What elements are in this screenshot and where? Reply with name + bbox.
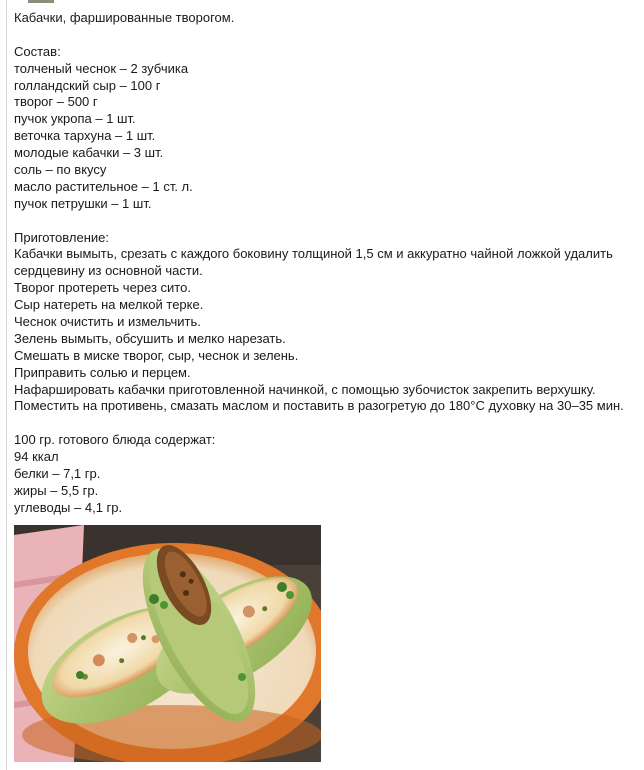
nutrition-item: жиры – 5,5 гр. (14, 482, 99, 498)
nutrition-heading: 100 гр. готового блюда содержат: (14, 432, 216, 448)
ingredients-heading: Состав: (14, 43, 61, 59)
method-step: Приправить солью и перцем. (14, 364, 191, 380)
stuffed-zucchini-photo (14, 525, 321, 762)
spacer (14, 213, 642, 230)
spacer (14, 27, 642, 44)
ingredient-item: голландский сыр – 100 г (14, 77, 161, 93)
ingredient-item: пучок петрушки – 1 шт. (14, 195, 152, 211)
ingredient-item: пучок укропа – 1 шт. (14, 111, 136, 127)
nutrition-item: белки – 7,1 гр. (14, 466, 101, 482)
method-step: Поместить на противень, смазать маслом и поставить в разогретую до 180°С духовку на 30–35 мин. (14, 398, 624, 414)
method-step: Творог протереть через сито. (14, 280, 191, 296)
method-heading: Приготовление: (14, 229, 109, 245)
method-step: сердцевину из основной части. (14, 263, 203, 279)
method-step: Нафаршировать кабачки приготовленной начинкой, с помощью зубочисток закрепить верхушку. (14, 381, 596, 397)
ingredient-item: толченый чеснок – 2 зубчика (14, 60, 189, 76)
ingredient-item: молодые кабачки – 3 шт. (14, 145, 164, 161)
ingredient-item: соль – по вкусу (14, 162, 107, 178)
recipe-post (14, 10, 642, 517)
ingredient-item: масло растительное – 1 ст. л. (14, 178, 193, 194)
ingredient-item: веточка тархуна – 1 шт. (14, 128, 156, 144)
left-border-line (6, 0, 7, 770)
method-step: Зелень вымыть, обсушить и мелко нарезать. (14, 330, 286, 346)
spacer (14, 415, 642, 432)
method-step: Смешать в миске творог, сыр, чеснок и зелень. (14, 347, 299, 363)
ingredient-item: творог – 500 г (14, 94, 98, 110)
nutrition-item: углеводы – 4,1 гр. (14, 499, 123, 515)
nutrition-item: 94 ккал (14, 449, 59, 465)
method-step: Кабачки вымыть, срезать с каждого боковину толщиной 1,5 см и аккуратно чайной ложкой удалить (14, 246, 613, 262)
method-step: Сыр натереть на мелкой терке. (14, 297, 204, 313)
top-thumbnail-strip (28, 0, 54, 3)
recipe-title: Кабачки, фаршированные творогом. (14, 10, 235, 25)
method-step: Чеснок очистить и измельчить. (14, 314, 201, 330)
